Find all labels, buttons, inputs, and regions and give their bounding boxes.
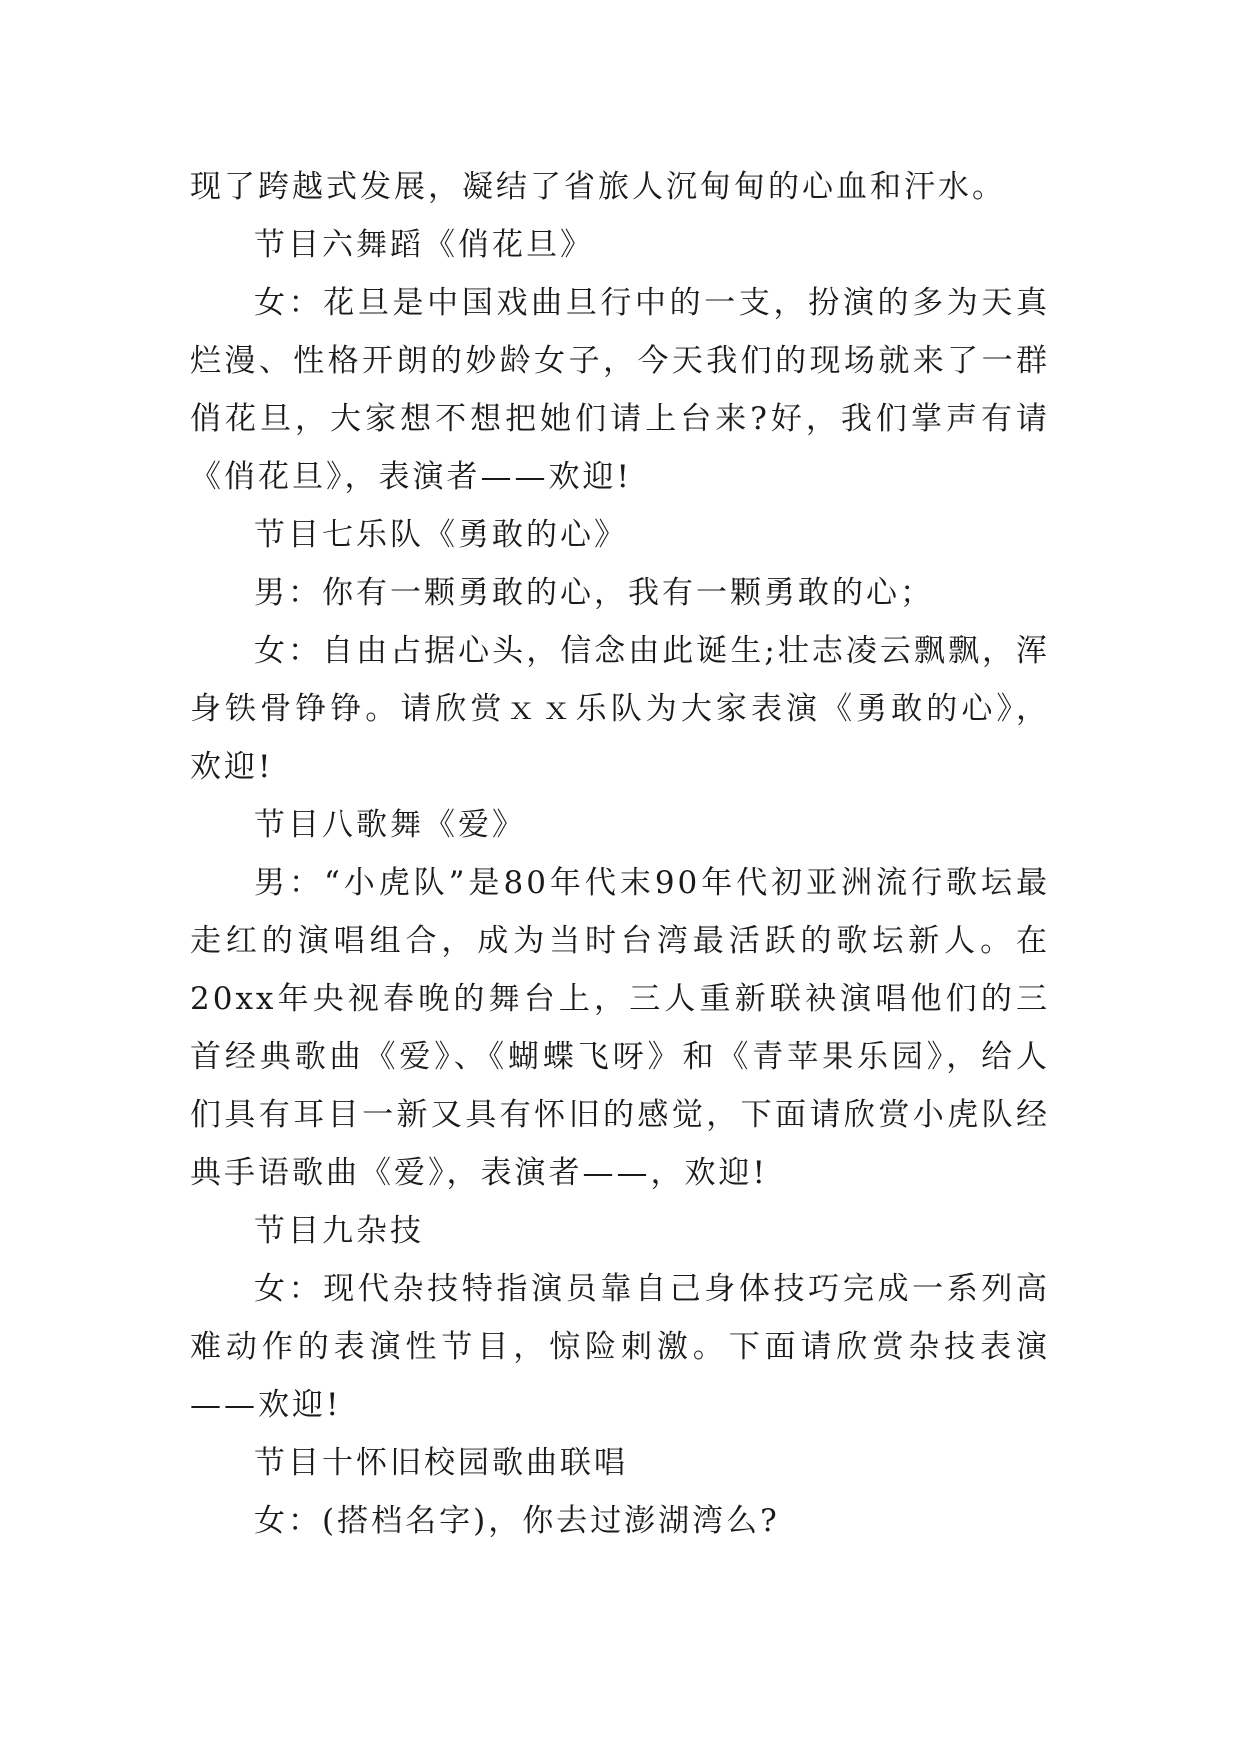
program-heading-9: 节目九杂技 (254, 1213, 424, 1249)
host-line-male-7: 男：你有一颗勇敢的心，我有一颗勇敢的心； (254, 575, 934, 611)
document-body (190, 158, 1050, 1550)
host-line-female-9: 女：现代杂技特指演员靠自己身体技巧完成一系列高难动作的表演性节目，惊险刺激。下面请欣赏杂技表演——欢迎! (190, 1271, 1050, 1423)
program-heading-7: 节目七乐队《勇敢的心》 (254, 517, 628, 553)
paragraph-continuation: 现了跨越式发展，凝结了省旅人沉甸甸的心血和汗水。 (190, 169, 1006, 205)
program-heading-6: 节目六舞蹈《俏花旦》 (254, 227, 594, 263)
host-line-male-8: 男：“小虎队”是80年代末90年代初亚洲流行歌坛最走红的演唱组合，成为当时台湾最活跃的歌坛新人。在20xx年央视春晚的舞台上，三人重新联袂演唱他们的三首经典歌曲《爱》、《蝴蝶飞呀》和《青苹果乐园》，给人们具有耳目一新又具有怀旧的感觉，下面请欣赏小虎队经典手语歌曲《爱》，表演者——，欢迎! (190, 865, 1050, 1191)
host-line-female-7: 女：自由占据心头，信念由此诞生;壮志凌云飘飘，浑身铁骨铮铮。请欣赏ｘｘ乐队为大家表演《勇敢的心》，欢迎! (190, 633, 1050, 785)
program-heading-10: 节目十怀旧校园歌曲联唱 (254, 1445, 628, 1481)
host-line-female-6: 女：花旦是中国戏曲旦行中的一支，扮演的多为天真烂漫、性格开朗的妙龄女子，今天我们的现场就来了一群俏花旦，大家想不想把她们请上台来?好，我们掌声有请《俏花旦》，表演者——欢迎! (190, 285, 1050, 495)
program-heading-8: 节目八歌舞《爱》 (254, 807, 526, 843)
host-line-female-10: 女：(搭档名字)，你去过澎湖湾么? (254, 1503, 780, 1539)
